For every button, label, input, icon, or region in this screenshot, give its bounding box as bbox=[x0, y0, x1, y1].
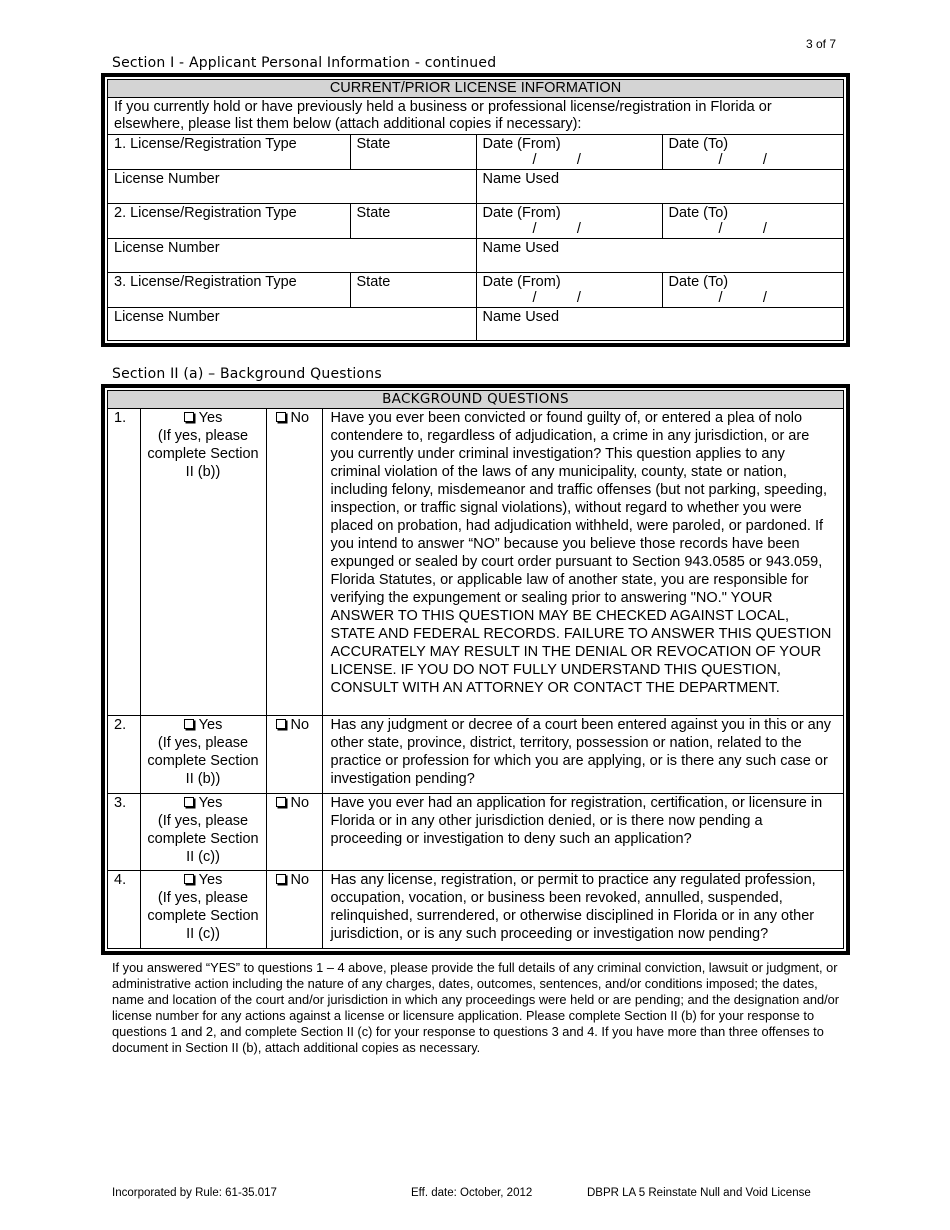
checkbox-icon bbox=[184, 874, 194, 884]
checkbox-icon bbox=[184, 797, 194, 807]
date-from-label: Date (From) bbox=[482, 204, 561, 221]
date-slashes: / / bbox=[532, 289, 581, 306]
no-label: No bbox=[290, 794, 310, 811]
license-table-intro: If you currently hold or have previously held a business or professional license/registration in Florida or elsewhere, please list them below (attach additional copies if necessary): bbox=[108, 97, 843, 134]
license-type-field[interactable] bbox=[108, 203, 350, 238]
name-used-label: Name Used bbox=[482, 239, 560, 256]
checkbox-icon bbox=[276, 797, 286, 807]
license-type-field[interactable] bbox=[108, 134, 350, 169]
state-field[interactable] bbox=[350, 134, 476, 169]
state-label: State bbox=[356, 135, 391, 152]
date-slashes: / / bbox=[532, 151, 581, 168]
background-table-header: BACKGROUND QUESTIONS bbox=[108, 391, 843, 408]
checkbox-icon bbox=[184, 412, 194, 422]
license-number-field[interactable] bbox=[108, 238, 476, 272]
page-number: 3 of 7 bbox=[806, 37, 837, 51]
name-used-field[interactable] bbox=[476, 238, 843, 272]
no-checkbox[interactable] bbox=[276, 410, 310, 426]
date-to-field[interactable] bbox=[662, 203, 843, 238]
date-slashes: / / bbox=[532, 220, 581, 237]
checkbox-icon bbox=[276, 412, 286, 422]
license-table-header: CURRENT/PRIOR LICENSE INFORMATION bbox=[108, 80, 843, 97]
no-label: No bbox=[290, 409, 310, 426]
question-text: Has any judgment or decree of a court been entered against you in this or any other state, province, district, territory, possession or nation, related to the practice or profession for which you are applying, or is there any such case or investigation pending? bbox=[322, 716, 843, 794]
yes-note: (If yes, please complete Section II (c)) bbox=[147, 890, 259, 943]
state-field[interactable] bbox=[350, 203, 476, 238]
question-number: 2. bbox=[108, 716, 140, 794]
no-label: No bbox=[290, 872, 310, 889]
section-2a-title: Section II (a) – Background Questions bbox=[112, 366, 382, 382]
name-used-field[interactable] bbox=[476, 307, 843, 341]
date-to-label: Date (To) bbox=[668, 135, 729, 152]
license-entry-2 bbox=[108, 203, 843, 238]
section-1-title: Section I - Applicant Personal Information - continued bbox=[112, 55, 497, 71]
date-from-label: Date (From) bbox=[482, 273, 561, 290]
checkbox-icon bbox=[184, 719, 194, 729]
question-row-4 bbox=[108, 871, 843, 948]
question-row-2 bbox=[108, 716, 843, 794]
date-from-field[interactable] bbox=[476, 272, 662, 307]
question-number: 3. bbox=[108, 793, 140, 871]
footer-eff-date: Eff. date: October, 2012 bbox=[411, 1187, 533, 1199]
license-number-label: License Number bbox=[114, 170, 220, 187]
question-text: Have you ever had an application for registration, certification, or licensure in Florida or in any other jurisdiction denied, or is there now pending a proceeding or investigation to deny such an application? bbox=[322, 793, 843, 871]
yes-checkbox[interactable] bbox=[184, 717, 223, 733]
question-row-3 bbox=[108, 793, 843, 871]
license-info-table bbox=[101, 73, 850, 347]
question-row-1 bbox=[108, 408, 843, 716]
yes-note: (If yes, please complete Section II (b)) bbox=[147, 427, 259, 480]
footer-form-id: DBPR LA 5 Reinstate Null and Void License bbox=[587, 1187, 811, 1199]
yes-note: (If yes, please complete Section II (b)) bbox=[147, 735, 259, 787]
name-used-label: Name Used bbox=[482, 308, 560, 325]
license-type-label: 3. License/Registration Type bbox=[114, 273, 297, 290]
instructions-footnote: If you answered “YES” to questions 1 – 4 above, please provide the full details of any criminal conviction, lawsuit or judgment, or administrative action including the nature of any charges, dates, outcomes, sentences, and/or conditions imposed; the dates, name and location of the court and/or jurisdiction in which any proceedings were held or are pending; and the designation and/or license number for any actions against a license or licensure application. Please complete Section II (b) for your response to questions 1 and 2, and complete Section II (c) for your response to questions 3 and 4. If you have more than three offenses to document in Section II (b), attach additional copies as necessary. bbox=[112, 960, 840, 1055]
license-entry-3 bbox=[108, 272, 843, 307]
name-used-field[interactable] bbox=[476, 169, 843, 203]
no-checkbox[interactable] bbox=[276, 795, 310, 811]
state-field[interactable] bbox=[350, 272, 476, 307]
question-number: 4. bbox=[108, 871, 140, 948]
yes-label: Yes bbox=[198, 409, 223, 426]
license-type-label: 1. License/Registration Type bbox=[114, 135, 297, 152]
yes-note: (If yes, please complete Section II (c)) bbox=[147, 812, 259, 865]
no-checkbox[interactable] bbox=[276, 717, 310, 733]
yes-checkbox[interactable] bbox=[184, 795, 223, 811]
date-from-field[interactable] bbox=[476, 203, 662, 238]
state-label: State bbox=[356, 204, 391, 221]
state-label: State bbox=[356, 273, 391, 290]
date-slashes: / / bbox=[718, 220, 767, 237]
date-to-field[interactable] bbox=[662, 272, 843, 307]
checkbox-icon bbox=[276, 719, 286, 729]
footer-rule: Incorporated by Rule: 61-35.017 bbox=[112, 1187, 277, 1199]
date-from-field[interactable] bbox=[476, 134, 662, 169]
name-used-label: Name Used bbox=[482, 170, 560, 187]
license-number-field[interactable] bbox=[108, 307, 476, 341]
question-text: Have you ever been convicted or found guilty of, or entered a plea of nolo contendere to, regardless of adjudication, a crime in any jurisdiction, or are you currently under criminal investigation? This question applies to any criminal violation of the laws of any municipality, county, state or nation, including felony, misdemeanor and traffic offenses (but not parking, speeding, inspection, or traffic signal violations), without regard to whether you were placed on probation, had adjudication withheld, were paroled, or pardoned. If you intend to answer “NO” because you believe those records have been expunged or sealed by court order pursuant to Section 943.0585 or 943.059, Florida Statutes, or applicable law of another state, you are responsible for verifying the expungement or sealing prior to answering "NO." YOUR ANSWER TO THIS QUESTION MAY BE CHECKED AGAINST LOCAL, STATE AND FEDERAL RECORDS. FAILURE TO ANSWER THIS QUESTION ACCURATELY MAY RESULT IN THE DENIAL OR REVOCATION OF YOUR LICENSE. IF YOU DO NOT FULLY UNDERSTAND THIS QUESTION, CONSULT WITH AN ATTORNEY OR CONTACT THE DEPARTMENT. bbox=[322, 408, 843, 716]
license-entry-1 bbox=[108, 134, 843, 169]
background-questions-table bbox=[101, 384, 850, 955]
yes-label: Yes bbox=[198, 872, 223, 889]
license-type-field[interactable] bbox=[108, 272, 350, 307]
license-number-label: License Number bbox=[114, 239, 220, 256]
yes-checkbox[interactable] bbox=[184, 410, 223, 426]
date-slashes: / / bbox=[718, 289, 767, 306]
date-to-field[interactable] bbox=[662, 134, 843, 169]
checkbox-icon bbox=[276, 874, 286, 884]
question-number: 1. bbox=[108, 408, 140, 716]
license-number-label: License Number bbox=[114, 308, 220, 325]
no-checkbox[interactable] bbox=[276, 872, 310, 888]
yes-label: Yes bbox=[198, 717, 223, 733]
license-number-field[interactable] bbox=[108, 169, 476, 203]
yes-checkbox[interactable] bbox=[184, 872, 223, 888]
no-label: No bbox=[290, 717, 310, 733]
yes-label: Yes bbox=[198, 794, 223, 811]
license-type-label: 2. License/Registration Type bbox=[114, 204, 297, 221]
date-to-label: Date (To) bbox=[668, 204, 729, 221]
date-to-label: Date (To) bbox=[668, 273, 729, 290]
date-from-label: Date (From) bbox=[482, 135, 561, 152]
question-text: Has any license, registration, or permit to practice any regulated profession, occupation, vocation, or business been revoked, annulled, suspended, relinquished, surrendered, or otherwise disciplined in Florida or in any other jurisdiction, or is any such proceeding or investigation now pending? bbox=[322, 871, 843, 948]
date-slashes: / / bbox=[718, 151, 767, 168]
